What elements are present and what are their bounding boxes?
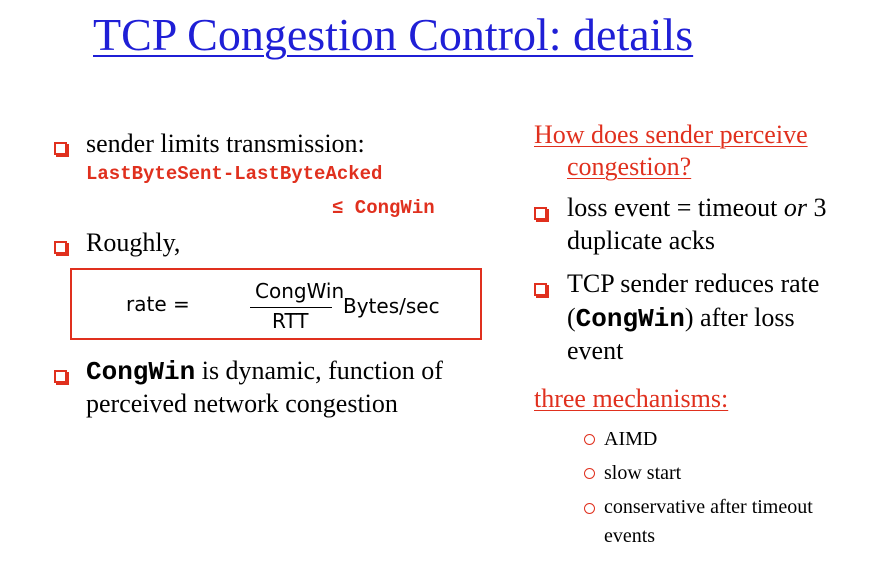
bullet-square-icon (54, 370, 67, 383)
congwin-code: CongWin (86, 357, 196, 387)
bullet-square-icon (54, 142, 67, 155)
formula-denominator: RTT (272, 309, 309, 333)
bullet-square-icon (54, 241, 67, 254)
right-heading-1-line-2: congestion? (567, 152, 692, 181)
left-bullet-3-line-1: CongWin is dynamic, function of (86, 356, 443, 387)
bullet-square-icon (534, 283, 547, 296)
mechanism-item-continuation: events (604, 525, 656, 547)
mechanism-item: AIMD (604, 428, 658, 450)
formula-unit: Bytes/sec (343, 294, 440, 318)
right-heading-1-line-1: How does sender perceive (534, 120, 808, 149)
bullet-square-icon (534, 207, 547, 220)
rate-formula-box (70, 268, 482, 340)
slide-title: TCP Congestion Control: details (93, 9, 694, 60)
fraction-bar (250, 307, 332, 308)
circle-bullet-icon (584, 434, 595, 445)
left-code-line-1: LastByteSent-LastByteAcked (86, 163, 383, 185)
mechanism-item: conservative after timeout (604, 496, 813, 518)
circle-bullet-icon (584, 503, 595, 514)
right-bullet-2-line-1: TCP sender reduces rate (567, 269, 820, 298)
left-code-line-2: ≤ CongWin (332, 197, 435, 219)
left-bullet-2-text: Roughly, (86, 228, 181, 257)
left-bullet-3-line-2: perceived network congestion (86, 389, 398, 418)
mechanism-item: slow start (604, 462, 682, 484)
right-heading-2: three mechanisms: (534, 384, 729, 413)
right-bullet-2-line-2: (CongWin) after loss (567, 303, 795, 334)
congwin-code: CongWin (575, 304, 685, 334)
right-bullet-1-line-2: duplicate acks (567, 226, 715, 255)
right-bullet-2-line-3: event (567, 336, 624, 365)
formula-lhs: rate = (126, 292, 190, 316)
circle-bullet-icon (584, 468, 595, 479)
left-bullet-1-text: sender limits transmission: (86, 129, 365, 158)
formula-numerator: CongWin (255, 279, 345, 303)
right-bullet-1-line-1: loss event = timeout or 3 (567, 193, 827, 222)
